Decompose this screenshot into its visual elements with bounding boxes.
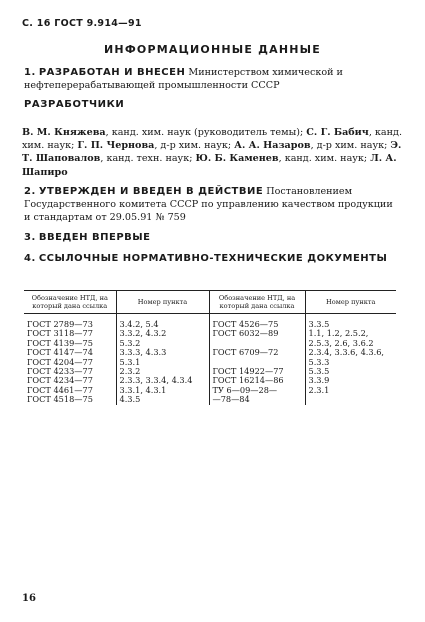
developer-role: , д-р хим. наук; [310, 140, 391, 152]
ref-item: 1.1, 1.2, 2.5.2, [305, 329, 396, 338]
ref-doc: —78—84 [209, 395, 305, 404]
ref-doc: ГОСТ 4526—75 [209, 314, 305, 330]
ref-item: 2.3.3, 3.3.4, 4.3.4 [116, 376, 209, 385]
table-row [24, 395, 396, 404]
ref-item: 3.3.5 [305, 314, 396, 330]
ref-doc: ГОСТ 4147—74 [27, 347, 93, 358]
ref-doc: ГОСТ 4518—75 [27, 394, 93, 405]
ref-item: 2.3.4, 3.3.6, 4.3.6, [305, 348, 396, 357]
ref-doc: ГОСТ 4139—75 [27, 337, 93, 348]
col-header-doc: Обозначение НТД, на который дана ссылка [209, 291, 305, 314]
ref-item: 3.3.3, 4.3.3 [116, 348, 209, 357]
ref-doc: ГОСТ 14922—77 [209, 367, 305, 376]
page-number: 16 [22, 593, 36, 604]
ref-item: 3.3.2, 4.3.2 [116, 329, 209, 338]
ref-doc: ГОСТ 4234—77 [27, 375, 93, 386]
running-header: С. 16 ГОСТ 9.914—91 [22, 18, 142, 29]
col-header-item: Номер пункта [305, 291, 396, 314]
developer-role: , канд. хим. наук; [22, 127, 402, 152]
page-title: ИНФОРМАЦИОННЫЕ ДАННЫЕ [104, 43, 321, 56]
table-row [24, 314, 396, 330]
section-number: 1. [24, 67, 36, 78]
developers-list [22, 126, 404, 179]
ref-doc: ТУ 6—09—28— [209, 386, 305, 395]
ref-item: 5.3.1 [116, 358, 209, 367]
section-number: 3. [24, 232, 36, 243]
developer-name: Г. П. Чернова [77, 140, 155, 152]
ref-doc: ГОСТ 16214—86 [209, 376, 305, 385]
ref-doc: ГОСТ 3118—77 [27, 328, 93, 339]
references-table [24, 290, 396, 405]
section-heading: РАЗРАБОТАН И ВНЕСЕН [38, 67, 186, 78]
ref-item: 2.5.3, 2.6, 3.6.2 [305, 339, 396, 348]
ref-doc: ГОСТ 6709—72 [209, 348, 305, 357]
developer-role: , д-р хим. наук; [154, 140, 235, 152]
section-developed [24, 66, 402, 92]
ref-item: 3.3.9 [305, 376, 396, 385]
section-first-introduced [24, 231, 402, 244]
section-text: Министерством химической и нефтеперерабатывающей промышленности СССР [24, 67, 343, 91]
ref-item: 2.3.1 [305, 386, 396, 395]
section-text: Постановлением Государственного комитета СССР по управлению качеством продукции и стандартам от 29.05.91 № 759 [24, 186, 393, 223]
ref-doc: ГОСТ 6032—89 [209, 329, 305, 338]
ref-item: 3.4.2, 5.4 [116, 314, 209, 330]
developer-name: С. Г. Бабич [306, 127, 369, 138]
section-approved [24, 185, 402, 224]
ref-doc: ГОСТ 4233—77 [27, 366, 93, 377]
developer-name: А. А. Назаров [234, 140, 311, 152]
developer-role: , канд. хим. наук (руководитель темы); [105, 127, 307, 138]
ref-item: 2.3.2 [116, 367, 209, 376]
section-heading: ССЫЛОЧНЫЕ НОРМАТИВНО-ТЕХНИЧЕСКИЕ ДОКУМЕНТЫ [38, 253, 388, 264]
ref-item: 5.3.2 [116, 339, 209, 348]
developer-role: , канд. техн. наук; [100, 153, 196, 165]
section-references [24, 252, 402, 265]
developers-heading: РАЗРАБОТЧИКИ [24, 99, 125, 110]
ref-doc: ГОСТ 4461—77 [27, 384, 93, 395]
ref-item [305, 395, 396, 404]
ref-item: 4.3.5 [116, 395, 209, 404]
developer-name: Ю. Б. Каменев [195, 153, 279, 165]
ref-doc: ГОСТ 2789—73 [27, 319, 93, 329]
section-number: 2. [24, 186, 36, 197]
section-number: 4. [24, 253, 36, 264]
developer-name: Э. Т. Шаповалов [22, 140, 402, 165]
developer-role: , канд. хим. наук; [278, 153, 371, 165]
developer-name: Л. А. Шапиро [22, 153, 397, 178]
ref-item: 5.3.5 [305, 367, 396, 376]
col-header-doc: Обозначение НТД, на который дана ссылка [24, 291, 116, 314]
developer-name: В. М. Княжева [22, 127, 106, 138]
section-heading: ВВЕДЕН ВПЕРВЫЕ [38, 232, 151, 243]
ref-item: 3.3.1, 4.3.1 [116, 386, 209, 395]
ref-doc: ГОСТ 4204—77 [27, 356, 93, 367]
section-heading: УТВЕРЖДЕН И ВВЕДЕН В ДЕЙСТВИЕ [38, 186, 264, 197]
col-header-item: Номер пункта [116, 291, 209, 314]
ref-item: 5.3.3 [305, 358, 396, 367]
